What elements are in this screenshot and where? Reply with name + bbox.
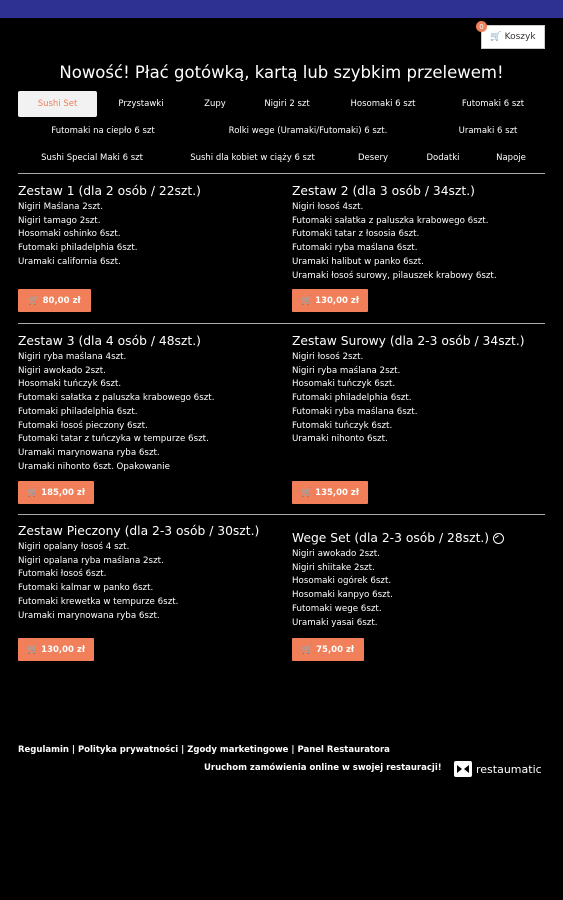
set-item: Futomaki sałatka z paluszka krabowego 6szt.: [18, 393, 215, 404]
set-item: Futomaki ryba maślana 6szt.: [292, 406, 418, 417]
set-item: Futomaki ryba maślana 6szt.: [292, 243, 418, 254]
set-item: Hosomaki kanpyo 6szt.: [292, 590, 393, 601]
set-item: Nigiri opalany łosoś 4 szt.: [18, 542, 130, 552]
footer-links: [18, 745, 390, 755]
set-item: Futomaki sałatka z paluszka krabowego 6szt.: [292, 215, 489, 226]
footer-link-marketing[interactable]: Zgody marketingowe: [187, 745, 289, 755]
footer-link-panel[interactable]: Panel Restauratora: [297, 745, 390, 755]
leaf-icon: [493, 533, 504, 544]
set-item: Futomaki philadelphia 6szt.: [18, 406, 138, 417]
tab-uramaki[interactable]: Uramaki 6 szt: [458, 126, 518, 136]
set-item: Futomaki łosoś pieczony 6szt.: [18, 420, 148, 431]
cart-icon: 🛒: [26, 644, 39, 655]
set-title: Zestaw 1 (dla 2 osób / 22szt.): [18, 184, 201, 198]
tab-nigiri[interactable]: Nigiri 2 szt: [264, 99, 310, 109]
set-item: Futomaki wege 6szt.: [292, 603, 382, 614]
set-item: Uramaki nihonto 6szt. Opakowanie: [18, 461, 170, 472]
add-to-cart-button[interactable]: [292, 289, 368, 312]
add-to-cart-button[interactable]: [18, 289, 91, 312]
set-title: Zestaw Surowy (dla 2-3 osób / 34szt.): [292, 334, 525, 348]
menu-set: [292, 531, 547, 630]
cart-icon: 🛒: [300, 295, 313, 306]
menu-set: [18, 524, 273, 623]
footer-link-privacy[interactable]: Polityka prywatności: [77, 745, 179, 755]
tab-sushi-special-maki[interactable]: Sushi Special Maki 6 szt: [41, 153, 143, 163]
set-item: Futomaki philadelphia 6szt.: [292, 393, 412, 404]
add-to-cart-button[interactable]: [18, 638, 94, 661]
tab-napoje[interactable]: Napoje: [496, 153, 526, 163]
tab-futomaki-na-cieplo[interactable]: Futomaki na ciepło 6 szt: [51, 126, 155, 136]
cart-icon: 🛒: [28, 295, 40, 306]
set-title: Zestaw 3 (dla 4 osób / 48szt.): [18, 334, 201, 348]
restaumatic-brand[interactable]: [454, 761, 542, 777]
cart-icon: 🛒: [490, 32, 502, 42]
set-item: Uramaki nihonto 6szt.: [292, 434, 388, 445]
tab-row-3: [18, 145, 545, 171]
cart-count-badge: 0: [476, 21, 487, 32]
set-items: [18, 201, 273, 270]
cart-icon: 🛒: [300, 487, 313, 498]
set-title-text: Wege Set (dla 2-3 osób / 28szt.): [292, 531, 490, 545]
cart-icon: 🛒: [26, 487, 39, 498]
set-item: Hosomaki tuńczyk 6szt.: [292, 379, 396, 390]
set-items: [292, 201, 547, 283]
price-label: 130,00 zł: [315, 295, 360, 306]
set-item: Hosomaki oshinko 6szt.: [18, 229, 121, 240]
set-item: Uramaki california 6szt.: [18, 256, 121, 267]
set-item: Uramaki marynowana ryba 6szt.: [18, 447, 160, 458]
page-headline: Nowość! Płać gotówką, kartą lub szybkim przelewem!: [59, 63, 504, 82]
set-item: Futomaki tuńczyk 6szt.: [292, 420, 393, 431]
set-item: Nigiri ryba maślana 4szt.: [18, 352, 127, 362]
set-item: Hosomaki ogórek 6szt.: [292, 576, 392, 587]
set-item: Futomaki łosoś 6szt.: [18, 569, 107, 580]
set-item: Nigiri Maślana 2szt.: [18, 202, 104, 212]
section-divider: [18, 173, 545, 174]
set-item: Nigiri ryba maślana 2szt.: [292, 365, 401, 376]
add-to-cart-button[interactable]: [292, 638, 364, 661]
tab-futomaki[interactable]: Futomaki 6 szt: [461, 99, 525, 109]
menu-set: [18, 184, 273, 270]
set-items: [18, 541, 273, 623]
set-item: Futomaki philadelphia 6szt.: [18, 243, 138, 254]
set-item: Nigiri awokado 2szt.: [18, 365, 106, 376]
price-label: 75,00 zł: [316, 644, 355, 655]
tab-zupy[interactable]: Zupy: [204, 99, 226, 109]
set-item: Futomaki kalmar w panko 6szt.: [18, 583, 154, 594]
footer-separator: |: [68, 745, 78, 755]
set-item: Nigiri shiitake 2szt.: [292, 562, 375, 573]
menu-set: [292, 184, 547, 283]
price-label: 185,00 zł: [41, 487, 86, 498]
set-item: Uramaki yasai 6szt.: [292, 617, 378, 628]
tab-sushi-dla-kobiet[interactable]: Sushi dla kobiet w ciąży 6 szt: [190, 153, 315, 163]
set-item: Nigiri tamago 2szt.: [18, 215, 101, 226]
footer-separator: |: [288, 745, 298, 755]
set-item: Futomaki tatar z tuńczyka w tempurze 6szt.: [18, 434, 209, 445]
add-to-cart-button[interactable]: [18, 481, 94, 504]
set-item: Nigiri łosoś 4szt.: [292, 202, 364, 212]
tab-row-2: [18, 118, 545, 144]
set-item: Uramaki marynowana ryba 6szt.: [18, 610, 160, 621]
tab-row-1: [18, 91, 545, 117]
restaumatic-logo-icon: [454, 761, 472, 777]
set-item: Futomaki krewetka w tempurze 6szt.: [18, 596, 179, 607]
set-items: [18, 351, 273, 474]
cart-icon: 🛒: [301, 644, 314, 655]
tab-hosomaki[interactable]: Hosomaki 6 szt: [350, 99, 416, 109]
footer-promo[interactable]: Uruchom zamówienia online w swojej restauracji!: [204, 763, 442, 773]
section-divider: [18, 323, 545, 324]
tab-desery[interactable]: Desery: [358, 153, 388, 163]
cart-button[interactable]: [481, 25, 545, 49]
set-title: Zestaw 2 (dla 3 osób / 34szt.): [292, 184, 475, 198]
set-title: [292, 531, 547, 545]
set-item: Nigiri łosoś 2szt.: [292, 352, 364, 362]
set-item: Hosomaki tuńczyk 6szt.: [18, 379, 122, 390]
set-item: Nigiri awokado 2szt.: [292, 549, 380, 559]
footer-separator: |: [178, 745, 188, 755]
tab-rolki-wege[interactable]: Rolki wege (Uramaki/Futomaki) 6 szt.: [228, 126, 388, 136]
add-to-cart-button[interactable]: [292, 481, 368, 504]
set-items: [292, 548, 547, 630]
set-item: Futomaki tatar z łososia 6szt.: [292, 229, 420, 240]
tab-dodatki[interactable]: Dodatki: [426, 153, 460, 163]
set-item: Uramaki halibut w panko 6szt.: [292, 256, 424, 267]
set-item: Uramaki łosoś surowy, pilauszek krabowy 6szt.: [292, 270, 497, 281]
section-divider: [18, 514, 545, 515]
set-title: Zestaw Pieczony (dla 2-3 osób / 30szt.): [18, 524, 260, 538]
price-label: 80,00 zł: [42, 295, 81, 306]
brand-name: restaumatic: [476, 762, 542, 776]
top-bar: [0, 0, 563, 18]
price-label: 130,00 zł: [41, 644, 86, 655]
menu-set: [292, 334, 547, 447]
tab-przystawki[interactable]: Przystawki: [118, 99, 164, 109]
footer-link-regulamin[interactable]: Regulamin: [18, 745, 69, 755]
menu-set: [18, 334, 273, 474]
cart-label: Koszyk: [504, 32, 536, 42]
set-item: Nigiri opalana ryba maślana 2szt.: [18, 555, 164, 566]
tab-sushi-set[interactable]: Sushi Set: [18, 91, 97, 117]
price-label: 135,00 zł: [315, 487, 360, 498]
set-items: [292, 351, 547, 447]
